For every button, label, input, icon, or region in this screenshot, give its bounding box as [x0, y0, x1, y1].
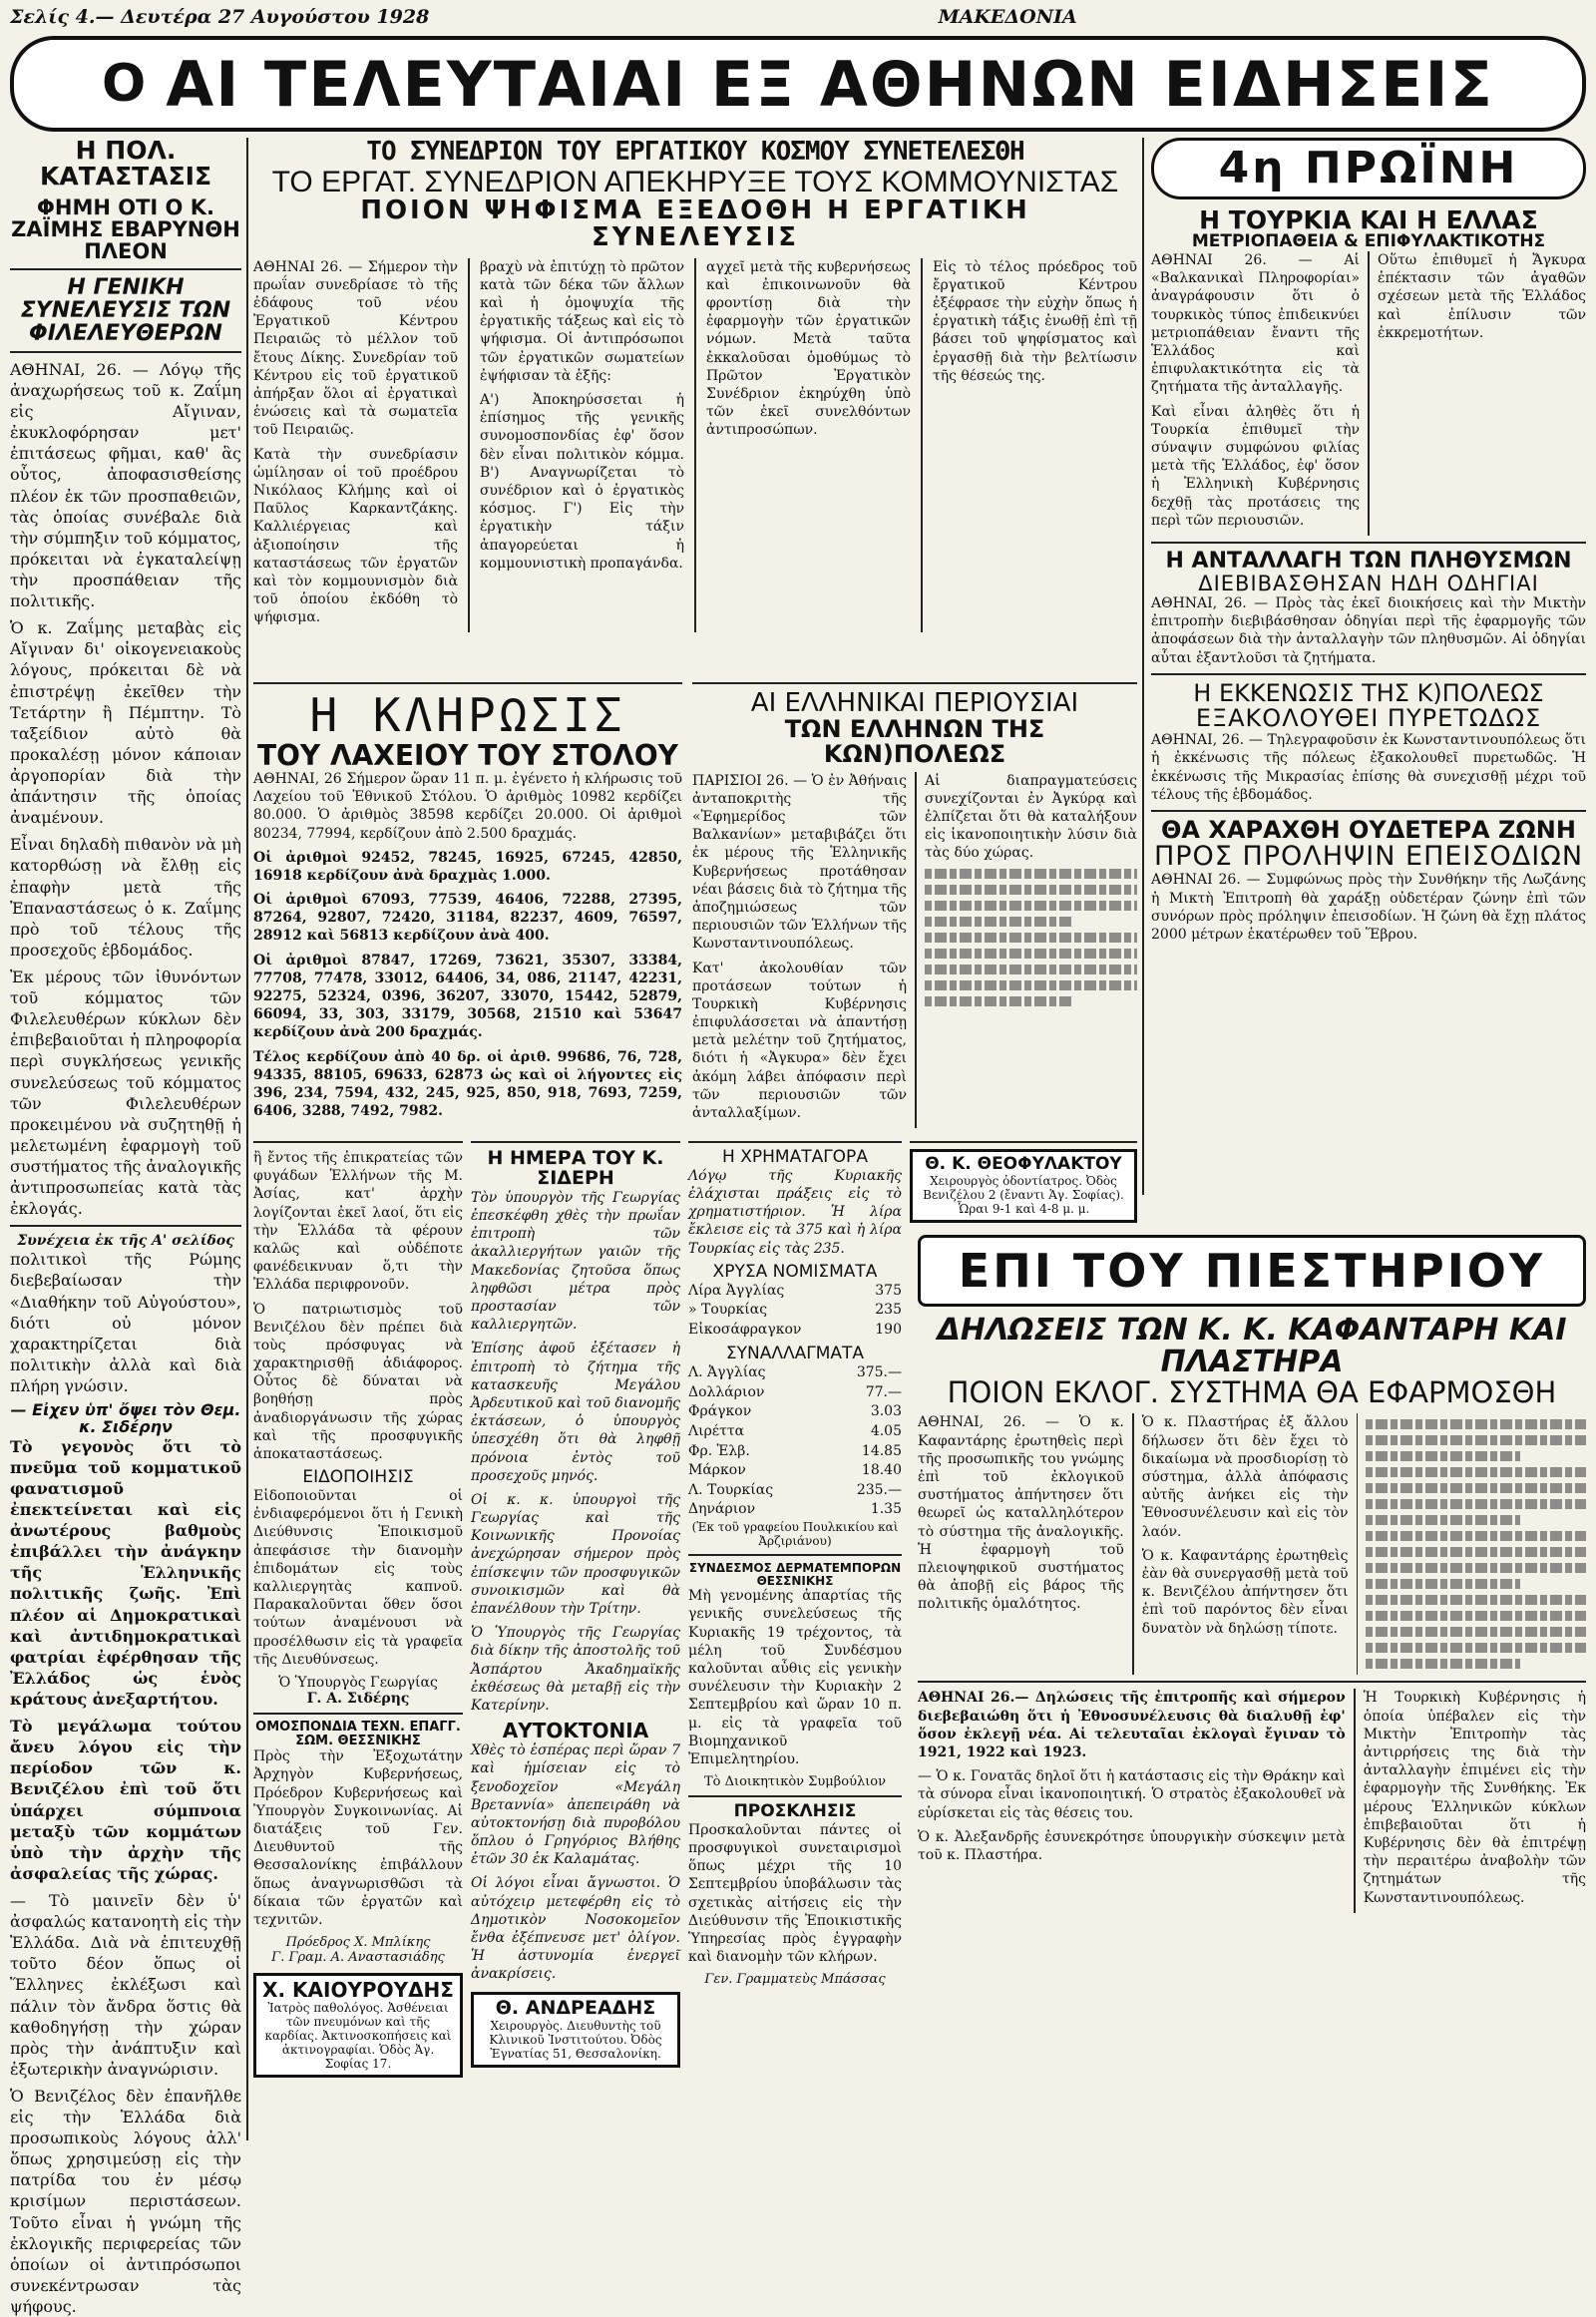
column-morning	[1151, 138, 1586, 1195]
column-continued	[253, 1135, 463, 2140]
court-paragraph: Ὁ κ. Πλαστήρας ἐξ ἄλλου δήλωσεν ὅτι δὲν ἔχει τὸ δικαίωμα νὰ προσδιορίσῃ τὸ σύστημα, ἀλλὰ ἀπόφασις αὐτῆς ἀνήκει εἰς τὴν Ἐθνοσυνέλευσιν καὶ εἰς τὸν λαόν.	[1141, 1414, 1349, 1540]
ad-name: Θ. ΑΝΔΡΕΑΔΗΣ	[495, 1996, 656, 2019]
politics-assembly-headline: Η ΓΕΝΙΚΗ ΣΥΝΕΛΕΥΣΙΣ ΤΩΝ ΦΙΛΕΛΕΥΘΕΡΩΝ	[20, 274, 231, 346]
federation-signature: Πρόεδρος Χ. Μπλίκης	[285, 1935, 431, 1951]
court-headline: ΕΠΙ ΤΟΥ ΠΙΕΣΤΗΡΙΟΥ	[958, 1243, 1546, 1298]
invitation-headline: ΠΡΟΣΚΛΗΣΙΣ	[733, 1801, 857, 1822]
sideris-headline: Η ΗΜΕΡΑ ΤΟΥ Κ. ΣΙΔΕΡΗ	[487, 1147, 664, 1189]
columns	[10, 136, 1586, 2317]
main-banner	[10, 36, 1586, 132]
continued-paragraph: Ὁ πατριωτισμὸς τοῦ Βενιζέλου δὲν πρέπει διὰ τοὺς πρόσφυγας νὰ χαρακτηρισθῇ ἀδιάφορος. Οὗτος δὲ δύναται νὰ βοηθήσῃ πρὸς ἀναδιοργάνωσιν τῆς χώρας καὶ τῆς προσφυγικῆς ἀποκαταστάσεως.	[253, 1301, 463, 1462]
labour-paragraph: Α') Ἀποκηρύσσεται ἡ ἐπίσημος τῆς γενικῆς συνομοσπονδίας ἐφ' ὅσον δὲν εἶναι πολιτικὸν κόμμα. Β') Αναγνωρίζεται τὸ συνέδριον καὶ ὁ ἐργατικὸς κόσμος. Γ') Εἰς τὴν ἐργατικὴν τάξιν ἀπαγορεύεται ἡ κομμουνιστικὴ προπαγάνδα.	[479, 392, 685, 572]
labour-resolution-headline: ΠΟΙΟΝ ΨΗΦΙΣΜΑ ΕΞΕΔΟΘΗ Η ΕΡΓΑΤΙΚΗ ΣΥΝΕΛΕΥΣΙΣ	[360, 195, 1030, 253]
labour-paragraph: ΑΘΗΝΑΙ 26. — Σήμερον τὴν πρωΐαν συνεδρίασε τὸ τῆς ἐδάφους τοῦ νέου Ἐργατικοῦ Κέντρου Πειραιῶς τὸ μέλλον τοῦ ἔτους Δίκης. Συνεδρίαν τοῦ Κέντρου εἰς τοῦ ἐργατικοῦ ἀπήρξαν ὅλοι αἱ ἐργατικαὶ ἑνώσεις καὶ τὰ σωματεῖα τοῦ Πειραιῶς.	[253, 258, 459, 439]
invitation-signature: Γεν. Γραμματεὺς Μπάσσας	[704, 1972, 886, 1988]
properties-headline: ΑΙ ΕΛΛΗΝΙΚΑΙ ΠΕΡΙΟΥΣΙΑΙ	[750, 688, 1079, 718]
turkey-headline: Η ΤΟΥΡΚΙΑ ΚΑΙ Η ΕΛΛΑΣ	[1199, 205, 1538, 234]
federation-headline: ΟΜΟΣΠΟΝΔΙΑ ΤΕΧΝ. ΕΠΑΓΓ. ΣΩΜ. ΘΕΣΣΝΙΚΗΣ	[255, 1719, 461, 1748]
zone-subheadline: ΠΡΟΣ ΠΡΟΛΗΨΙΝ ΕΠΕΙΣΟΔΙΩΝ	[1153, 841, 1584, 873]
date-line	[10, 6, 1586, 32]
invitation-paragraph: Προσκαλοῦνται πάντες οἱ προσφυγικοὶ συνεταιρισμοὶ ὅπως μέχρι τῆς 10 Σεπτεμβρίου ὑποβάλωσιν τὰς σχετικὰς αἰτήσεις εἰς τὴν Διεύθυνσιν τῆς Ἐποικιστικῆς Ὑπηρεσίας πρὸς ἐγγραφὴν καὶ διανομὴν τῶν κλήρων.	[688, 1821, 902, 1966]
gold-row: Λίρα Ἀγγλίας 375	[688, 1282, 902, 1299]
athens-paragraph: — Ὁ κ. Γονατᾶς δηλοῖ ὅτι ἡ κατάστασις εἰς τὴν Θράκην καὶ τὰ σύνορα εἶναι ἱκανοποιητική. Ὁ στρατὸς ἐξακολουθεῖ νὰ εὑρίσκεται εἰς τὰς θέσεις του.	[918, 1768, 1346, 1821]
politics-paragraph: Ὁ κ. Ζαΐμης μεταβὰς εἰς Αἴγιναν δι' οἰκογενειακοὺς λόγους, πρόκειται δὲ νὰ ἐπιστρέψῃ ἐκεῖθεν τὴν Τετάρτην ἢ Πέμπτην. Τὸ ταξείδιον αὐτὸ θὰ προκαλέσῃ μόνον κάποιαν ἀργοπορίαν διὰ τὴν ἀπάντησιν τῆς ὁποίας ἀναμένουν.	[10, 618, 241, 828]
turkey-paragraph: ΑΘΗΝΑΙ 26. — Αἱ «Βαλκανικαὶ Πληροφορίαι» ἀναγράφουσιν ὅτι ὁ τουρκικὸς τύπος ἐπιδεικνύει μετριοπάθειαν ἔναντι τῆς Ἑλλάδος καὶ ἐπιφυλακτικότητα εἰς τὰ ζητήματα τῆς ἀνταλλαγῆς.	[1151, 252, 1361, 396]
ad-text: Ἰατρὸς παθολόγος. Ἀσθένειαι τῶν πνευμόνων καὶ τῆς καρδίας. Ἀκτινοσκοπήσεις καὶ ἀκτινογραφίαι. Ὁδὸς Ἀγ. Σοφίας 17.	[264, 2001, 452, 2072]
gold-row: Εἰκοσάφραγκον 190	[688, 1321, 902, 1338]
politics-paragraph: Τὸ γεγονὸς ὅτι τὸ πνεῦμα τοῦ κομματικοῦ φανατισμοῦ ἐπεκτείνεται καὶ εἰς ἀνωτέρους βαθμοὺς ἐπιβάλλει τὴν ἀνάγκην τῆς Ἑλληνικῆς πολιτικῆς ζωῆς. Ἐπὶ πλέον αἱ Δημοκρατικαὶ καὶ ἀντιδημοκρατικαὶ φατρίαι ἐφέρθησαν τῆς Ἐλλάδος ὡς ἑνὸς κράτους ἀνεξαρτήτου.	[10, 1436, 241, 1709]
banner-prefix: Ο	[102, 54, 149, 114]
notices-signature: Γ. Α. Σιδέρης	[306, 1690, 410, 1707]
ad-text: Χειρουργὸς. Διευθυντὴς τοῦ Κλινικοῦ Ἰνστιτούτου. Ὀδὸς Ἐγνατίας 51, Θεσσαλονίκη.	[489, 2018, 662, 2061]
lottery-paragraph: Οἱ ἀριθμοὶ 67093, 77539, 46406, 72288, 27395, 87264, 92807, 72420, 31184, 82237, 4609, 76597, 28912 καὶ 56813 κερδίζουν ἀνὰ 400.	[253, 892, 682, 945]
federation-signature: Γ. Γραμ. Α. Αναστασιάδης	[271, 1950, 445, 1966]
sideris-paragraph: Ἐπίσης ἀφοῦ ἐξέτασεν ἡ ἐπιτροπὴ τὸ ζήτημα τῆς κατασκευῆς Μεγάλου Ἀρδευτικοῦ καὶ τοῦ διανομῆς ἐκτάσεων, ὁ ὑπουργὸς ὑπεσχέθη ὅτι θὰ ληφθῇ πρόνοια ἐντὸς τοῦ προσεχοῦς μηνός.	[471, 1341, 680, 1484]
gold-headline: ΧΡΥΣΑ ΝΟΜΙΣΜΑΤΑ	[712, 1261, 878, 1282]
gold-table	[688, 1282, 902, 1341]
finance-headline: Η ΧΡΗΜΑΤΑΓΟΡΑ	[722, 1147, 868, 1167]
lottery-article	[253, 676, 682, 1125]
politics-paragraph: Ὁ Βενιζέλος δὲν ἐπανῆλθε εἰς τὴν Ἑλλάδα διὰ προσωπικοὺς λόγους ἀλλ' ὅπως χρησιμεύσῃ εἰς τὴν πατρίδα του ἐν μέσῳ κρισίμων περιστάσεων. Τοῦτο εἶναι ἡ γνώμη τῆς ἐκλογικῆς περιφερείας τῶν ὁποίων οἱ ἀντιπρόσωποι συνεκέντρωσαν τὰς ψήφους.	[10, 2086, 241, 2317]
exchange-headline: Η ΑΝΤΑΛΛΑΓΗ ΤΩΝ ΠΛΗΘΥΣΜΩΝ	[1165, 548, 1572, 574]
fx-row: Δηνάριον 1.35	[688, 1501, 902, 1518]
exchange-subheadline: ΔΙΕΒΙΒΑΣΘΗΣΑΝ ΗΔΗ ΟΔΗΓΙΑΙ	[1198, 572, 1539, 595]
labour-paragraph: Εἰς τὸ τέλος πρόεδρος τοῦ ἔργατικοῦ Κέντρου ἐξέφρασε τὴν εὐχὴν ὅπως ἡ ἐργατικὴ τάξις ἐνωθῇ ἐπὶ τῇ βάσει τοῦ ψηφίσματος καὶ ἐργασθῇ διὰ τὴν βελτίωσιν τῆς θέσεώς της.	[932, 258, 1137, 384]
politics-paragraph: Τὸ μεγάλωμα τούτου ἄνευ λόγου εἰς τὴν περίοδον τῶν κ. Βενιζέλου ἐπὶ τοῦ ὅτι ὑπάρχει σύμπνοια μεταξὺ τῶν κομμάτων ὑπὸ τὴν ἀρχὴν τῆς ἀσφαλείας τῆς χώρας.	[10, 1717, 241, 1883]
zone-paragraph: ΑΘΗΝΑΙ 26. — Συμφώνως πρὸς τὴν Συνθήκην τῆς Λωζάνης ἡ Μικτὴ Ἐπιτροπὴ θὰ χαράξῃ οὐδετέραν ζώνην ἐπὶ τῶν συνόρων πρὸς πρόληψιν ἐπεισοδίων. Ἡ ζώνη θὰ ἔχῃ πλάτος 2000 μέτρων ἑκατέρωθεν τοῦ Ἕβρου.	[1151, 872, 1586, 944]
morning-box-title: 4η ΠΡΩΪΝΗ	[1218, 142, 1519, 193]
sideris-paragraph: Οἱ κ. κ. ὑπουργοὶ τῆς Γεωργίας καὶ τῆς Κοινωνικῆς Προνοίας ἀνεχώρησαν σήμερον πρὸς ἐπίσκεψιν τῶν προσφυγικῶν συνοικισμῶν καὶ θὰ ἐπανέλθουν τὴν Τρίτην.	[471, 1491, 680, 1617]
properties-paragraph: ΠΑΡΙΣΙΟΙ 26. — Ὁ ἐν Ἀθήναις ἀνταποκριτὴς τῆς «Ἐφημερίδος τῶν Βαλκανίων» μεταβιβάζει ὅτι ἐκ μέρους τῆς Ἑλληνικῆς Κυβερνήσεως προτάθησαν νέαι βάσεις διὰ τὸ ζήτημα τῆς ἀποζημιώσεως τῶν περιουσιῶν τῶν Ἑλλήνων τῆς Κωνσταντινουπόλεως.	[692, 772, 907, 953]
column-sideris	[471, 1135, 680, 2140]
ad-name: Χ. ΚΑΙΟΥΡΟΥΔΗΣ	[262, 1978, 454, 2003]
court-paragraph: Ὁ κ. Καφαντάρης ἐρωτηθεὶς ἐὰν θὰ συνεργασθῇ μετὰ τοῦ κ. Βενιζέλου ἀπήντησεν ὅτι ἐπὶ τοῦ παρόντος δὲν εἶναι δυνατὸν νὰ δηλώσῃ τίποτε.	[1141, 1547, 1349, 1637]
evacuation-headline: Η ΕΚΚΕΝΩΣΙΣ ΤΗΣ Κ)ΠΟΛΕΩΣ	[1193, 678, 1544, 707]
paper-name: ΜΑΚΕΔΟΝΙΑ	[938, 6, 1077, 28]
fx-row: Μάρκον 18.40	[688, 1462, 902, 1479]
leather-paragraph: Μὴ γενομένης ἀπαρτίας τῆς γενικῆς συνελεύσεως τῆς Κυριακῆς 19 τρέχοντος, τὰ μέλη τοῦ Συνδέσμου καλοῦνται αὖθις εἰς γενικὴν συνέλευσιν τὴν Κυριακὴν 2 Σεπτεμβρίου καὶ ὥραν 10 π. μ. εἰς τὰ γραφεῖα τοῦ Βιομηχανικοῦ Ἐπιμελητηρίου.	[688, 1588, 902, 1767]
lottery-paragraph: Τέλος κερδίζουν ἀπὸ 40 δρ. οἱ ἀριθ. 99686, 76, 728, 94335, 88105, 69633, 62873 ὡς καὶ οἱ λήγοντες εἰς 396, 234, 7594, 432, 245, 925, 850, 918, 7693, 7259, 6406, 3288, 7492, 7982.	[253, 1048, 682, 1120]
court-system-headline: ΠΟΙΟΝ ΕΚΛΟΓ. ΣΥΣΤΗΜΑ ΘΑ ΕΦΑΡΜΟΣΘΗ	[947, 1375, 1557, 1409]
properties-paragraph: Αἱ διαπραγματεύσεις συνεχίζονται ἐν Ἀγκύρᾳ καὶ ἐλπίζεται ὅτι θὰ καταλήξουν εἰς ἱκανοποιητικὴν λύσιν διὰ τὰς δύο χώρας.	[924, 772, 1137, 862]
evacuation-paragraph: ΑΘΗΝΑΙ, 26. — Τηλεγραφοῦσιν ἐκ Κωνσταντινουπόλεως ὅτι ἡ ἐκκένωσις τῆς πόλεως ἐξακολουθεῖ πυρετωδῶς. Ἡ ἐκκένωσις τῆς Μικρασίας ἐπίσης θὰ συνεχισθῇ μέχρι τοῦ τέλους τῆς ἑβδομάδος.	[1151, 732, 1586, 803]
politics-headline: Η ΠΟΛ. ΚΑΤΑΣΤΑΣΙΣ	[39, 136, 212, 192]
evacuation-subheadline: ΕΞΑΚΟΛΟΥΘΕΙ ΠΥΡΕΤΩΔΩΣ	[1195, 703, 1542, 732]
exchange-paragraph: ΑΘΗΝΑΙ, 26. — Πρὸς τὰς ἐκεῖ διοικήσεις καὶ τὴν Μικτὴν ἐπιτροπὴν διεβιβάσθησαν ὁδηγίαι περὶ τῆς ἐφαρμογῆς τῶν ἀποφάσεων διὰ τὴν ἀνταλλαγὴν τῶν πληθυσμῶν. Αἱ ὁδηγίαι αὗται ἐξαντλοῦσι τὰ ζητήματα.	[1151, 595, 1586, 666]
fx-table	[688, 1363, 902, 1520]
doctor-ad	[253, 1973, 463, 2078]
politics-paragraph: Εἶναι δηλαδὴ πιθανὸν νὰ μὴ κατορθώσῃ νὰ ἔλθῃ εἰς ἐπαφὴν μετὰ τῆς Ἐπαναστάσεως ὁ κ. Ζαΐμης πρὸ τοῦ τέλους τῆς προσεχοῦς ἑβδομάδος.	[10, 835, 241, 960]
zone-headline: ΘΑ ΧΑΡΑΧΘΗ ΟΥΔΕΤΕΡΑ ΖΩΝΗ	[1161, 815, 1576, 844]
notices-paragraph: Εἰδοποιοῦνται οἱ ἐνδιαφερόμενοι ὅτι ἡ Γενικὴ Διεύθυνσις Ἐποικισμοῦ ἀπεφάσισε τὴν διανομὴν ἐπιδομάτων εἰς τοὺς καλλιεργητὰς καπνοῦ. Παρακαλοῦνται ὅθεν ὅσοι τούτων ἀναμένουσι νὰ προσέλθωσιν εἰς τὰ γραφεῖα τῆς Διευθύνσεως.	[253, 1488, 463, 1668]
ad-name: Θ. Κ. ΘΕΟΦΥΛΑΚΤΟΥ	[925, 1154, 1122, 1174]
politics-paragraph: ΑΘΗΝΑΙ, 26. — Λόγῳ τῆς ἀναχωρήσεως τοῦ κ. Ζαΐμη εἰς Αἴγιναν, ἐκυκλοφόρησαν μετ' ἐπιτάσεως φῆμαι, καθ' ἃς οὗτος, ἀποφασισθείσης πλέον ἐκ τῶν προσπαθειῶν, τὰς ὁποίας συνέβαλε διὰ τὴν σύμπηξιν τοῦ κόμματος, πρόκειται νὰ ἐγκαταλείψῃ τὴν προσπάθειαν τῆς πολιτικῆς.	[10, 359, 241, 611]
labour-paragraph: αγχεῖ μετὰ τῆς κυβερνήσεως καὶ ἐπικοινωνοῦν θὰ φροντίσῃ διὰ τὴν ἐφαρμογὴν τῶν ἐργατικῶν νόμων. Μετὰ ταῦτα ἐκκαλοῦσαι ὁμοθύμως τὸ Πρῶτον Ἐργατικὸν Συνέδριον ἐκηρύχθη ὑπὸ τῶν ἐκεῖ συνελθόντων ἀντιπροσώπων.	[705, 258, 911, 439]
fx-row: Λ. Τουρκίας 235.—	[688, 1481, 902, 1498]
fx-row: Δολλάριον 77.—	[688, 1383, 902, 1400]
politics-subhead: — Εἰχεν ὑπ' ὄψει τὸν Θεμ. κ. Σιδέρην	[10, 1400, 241, 1436]
politics-paragraph: — Τὸ μαινεῖν δὲν ὑ' ἀσφαλώς κατανοητὴ εἰς τὴν Ἑλλάδα. Διὰ νὰ ἐπιτευχθῇ τοῦτο δέον ὅπως οἱ Ἕλληνες ἐκλέξωσι καὶ πάλιν τὸν ἄνδρα ὅστις θὰ καθοδηγήσῃ τὴν χώραν πρὸς τὴν ἀνάπτυξιν καὶ ἐξωτερικὴν ἀναγνώρισιν.	[10, 1890, 241, 2079]
sideris-paragraph: Ὁ Ὑπουργὸς τῆς Γεωργίας διὰ δίκην τῆς ἀποστολῆς τοῦ Ἀσπάρτου Ἀκαδημαϊκῆς ἐκθέσεως θὰ μεταβῇ εἰς τὴν Κατερίνην.	[471, 1625, 680, 1714]
lottery-paragraph: ΑΘΗΝΑΙ, 26 Σήμερον ὥραν 11 π. μ. ἐγένετο ἡ κλήρωσις τοῦ Λαχείου τοῦ Ἐθνικοῦ Στόλου. Ὁ ἀριθμὸς 10982 κερδίζει 80.000. Ὁ ἀριθμὸς 38598 κερδίζει 20.000. Οἱ ἀριθμοὶ 80234, 77994, κερδίζουν ἀπὸ 2.500 δραχμάς.	[253, 770, 682, 842]
court-paragraph: ΑΘΗΝΑΙ, 26. — Ὁ κ. Καφαντάρης ἐρωτηθεὶς περὶ τῆς προσωπικῆς του γνώμης ἐπὶ τοῦ ἐκλογικοῦ συστήματος ἀπήντησεν ὅτι θεωρεῖ ὡς καταλληλότερον τὸ σύστημα τῆς ἀναλογικῆς. Ἡ ἐφαρμογὴ τοῦ πλειοψηφικοῦ συστήματος θὰ ἀποβῇ εἰς βάρος τῆς πολιτικῆς ὁμαλότητος.	[918, 1414, 1124, 1613]
federation-paragraph: Πρὸς τὴν Ἐξοχωτάτην Ἀρχηγὸν Κυβερνήσεως, Πρόεδρον Κυβερνήσεως καὶ Ὑπουργὸν Συγκοινωνίας. Αἱ διατάξεις τοῦ Γεν. Διευθυντοῦ τῆς Θεσσαλονίκης ἐπιβάλλουν ὅπως ἀναγνωρισθῶσι τὰ δίκαια τῶν ἐργατῶν καὶ τεχνιτῶν.	[253, 1748, 463, 1928]
properties-article	[692, 676, 1137, 1125]
politics-subheadline: ΦΗΜΗ ΟΤΙ Ο Κ. ΖΑΪΜΗΣ ΕΒΑΡΥΝΘΗ ΠΛΕΟΝ	[11, 194, 240, 263]
athens-paragraph: Ὁ κ. Ἀλεξανδρῆς ἐσυνεκρότησε ὑπουργικὴν σύσκεψιν μετὰ τοῦ κ. Πλαστήρα.	[918, 1828, 1346, 1863]
labour-paragraph: βραχὺ νὰ ἐπιτύχῃ τὸ πρῶτον κατὰ τῶν δέκα τῶν ἄλλων καὶ ἡ ὁμοψυχία τῆς ἐργατικῆς τάξεως καὶ εἰς τὸ ψήφισμα. Οἱ ἀντιπρόσωποι τῶν ἐργατικῶν σωματείων ἐψήφισαν τὰ ἑξῆς:	[479, 258, 685, 384]
court-banner	[918, 1235, 1586, 1307]
politics-paragraph: Ἐκ μέρους τῶν ἰθυνόντων τοῦ κόμματος τῶν Φιλελευθέρων κύκλων δὲν ἐπιβεβαιοῦται ἡ πληροφορία περὶ συγκλήσεως γενικῆς συνελεύσεως τοῦ κόμματος τῶν Φιλελευθέρων προκειμένου νὰ συζητηθῇ ἡ μελετωμένη ἐφαρμογὴ τοῦ συστήματος τῆς ἀναλογικῆς ἀντιπροσωπείας κατὰ τὰς ἐκλογάς.	[10, 966, 241, 1219]
properties-paragraph: Κατ' ἀκολουθίαν τῶν προτάσεων τούτων ἡ Τουρκικὴ Κυβέρνησις ἐπιφυλάσσεται νὰ ἀπαντήσῃ μετὰ μελέτην τοῦ ζητήματος, διότι ἡ «Ἀγκυρα» δὲν ἔχει ἀκόμη λάβει ἀπόφασιν περὶ τῶν περιουσιῶν τῶν ἀνταλλαξίμων.	[692, 960, 907, 1122]
morning-box	[1151, 138, 1586, 199]
labour-headline: ΤΟ ΣΥΝΕΔΡΙΟΝ ΤΟΥ ΕΡΓΑΤΙΚΟΥ ΚΟΣΜΟΥ ΣΥΝΕΤΕΛΕΣΘΗ	[366, 137, 1024, 167]
turkish-government-paragraph: Ἡ Τουρκικὴ Κυβέρνησις ἡ ὁποία ὑπέβαλεν εἰς τὴν Μικτὴν Ἐπιτροπὴν τὰς ἀντιρρήσεις της διὰ τὴν ἀνταλλαγὴν ἐπιμένει εἰς τὴν ἐφαρμογὴν τῆς Συνθήκης. Ἐκ μέρους Ἑλληνικῶν κύκλων ἐπιβεβαιοῦται ὅτι ἡ Κυβέρνησις δὲν θὰ ἐπιτρέψῃ τὴν περαιτέρω ἀναβολὴν τῶν ζητημάτων τῆς Κωνσταντινουπόλεως.	[1363, 1690, 1586, 1906]
gold-row: » Τουρκίας 235	[688, 1302, 902, 1319]
turkey-paragraph: Καὶ εἶναι ἀληθὲς ὅτι ἡ Τουρκία ἐπιθυμεῖ τὴν σύναψιν συμφώνου φιλίας μετὰ τῆς Ἑλλάδος, ἐφ' ὅσον ἡ Ἑλληνικὴ Κυβέρνησις δεχθῇ τὰς προτάσεις της περὶ τῶν περιουσιῶν.	[1151, 403, 1361, 529]
turkey-paragraph: Οὕτω ἐπιθυμεῖ ἡ Ἄγκυρα ἐπέκτασιν τῶν ἀγαθῶν σχέσεων μετὰ τῆς Ἑλλάδος καὶ ἐπίλυσιν τῶν ἐκκρεμοτήτων.	[1377, 252, 1586, 341]
notices-headline: ΕΙΔΟΠΟΙΗΣΙΣ	[302, 1467, 414, 1488]
lottery-paragraph: Οἱ ἀριθμοὶ 87847, 17269, 73621, 35307, 33384, 77708, 77478, 33012, 64406, 34, 086, 21147, 42231, 92275, 52324, 0396, 36207, 33070, 15442, 52879, 66094, 33, 303, 33179, 30568, 21510 καὶ 53647 κερδίζουν ἀνὰ 200 δραχμάς.	[253, 952, 682, 1041]
continued-paragraph: ἢ ἔντος τῆς ἐπικρατείας τῶν φυγάδων Ἑλλήνων τῆς Μ. Ἀσίας, κατ' ἀρχὴν λογίζονται ἐκεῖ λαοί, ὅτι εἰς τὴν Ἑλλάδα τὰ φέρουν καλῶς καὶ οὐδέποτε φανέδεικνυαν ὅ,τι τὴν Ἑλλάδα περιφρονοῦν.	[253, 1150, 463, 1294]
fx-row: Φράγκον 3.03	[688, 1403, 902, 1420]
court-subheadline: ΔΗΛΩΣΕΙΣ ΤΩΝ Κ. Κ. ΚΑΦΑΝΤΑΡΗ ΚΑΙ ΠΛΑΣΤΗΡΑ	[937, 1313, 1567, 1379]
finance-paragraph: Λόγῳ τῆς Κυριακῆς ἐλάχισται πράξεις εἰς τὸ χρηματιστήριον. Ἡ λίρα ἔκλεισε εἰς τὰ 375 καὶ ἡ λίρα Τουρκίας εἰς τὰς 235.	[688, 1167, 902, 1257]
leather-signature: Τὸ Διοικητικὸν Συμβούλιον	[703, 1774, 887, 1790]
court-article	[918, 1235, 1586, 2140]
lottery-paragraph: Οἱ ἀριθμοὶ 92452, 78245, 16925, 67245, 42850, 16918 κερδίζουν ἀνὰ δραχμὰς 1.000.	[253, 849, 682, 884]
ad-text: Χειρουργὸς ὀδοντίατρος. Ὀδὸς Βενιζέλου 2 (ἔναντι Ἁγ. Σοφίας). Ὧραι 9-1 καὶ 4-8 μ. μ.	[923, 1173, 1124, 1216]
fx-row: Λιρέττα 4.05	[688, 1423, 902, 1440]
suicide-paragraph: Χθὲς τὸ ἑσπέρας περὶ ὥραν 7 καὶ ἡμίσειαν εἰς τὸ ξενοδοχεῖον «Μεγάλη Βρεταννία» ἀπεπειράθη νὰ αὐτοκτονήσῃ διὰ πυροβόλου ὅπλου ὁ Γρηγόριος Βλήθης ἐτῶν 30 ἐκ Καλαμάτας.	[471, 1742, 680, 1868]
labour-article	[253, 138, 1137, 664]
continued-note: Συνέχεια ἐκ τῆς Α' σελίδος	[17, 1233, 234, 1250]
suicide-paragraph: Οἱ λόγοι εἶναι ἄγνωστοι. Ὁ αὐτόχειρ μετεφέρθη εἰς τὸ Δημοτικὸν Νοσοκομεῖον ἔνθα ἐξέπνευσε μετ' ὀλίγον. Ἡ ἀστυνομία ἐνεργεῖ ἀνακρίσεις.	[471, 1875, 680, 1983]
properties-subheadline: ΤΩΝ ΕΛΛΗΝΩΝ ΤΗΣ ΚΩΝ)ΠΟΛΕΩΣ	[784, 715, 1045, 769]
fx-note: (Ἐκ τοῦ γραφείου Πουλκικίου καὶ Ἀρζιριάνου)	[691, 1520, 899, 1548]
sideris-paragraph: Τὸν ὑπουργὸν τῆς Γεωργίας ἐπεσκέφθη χθὲς τὴν πρωΐαν ἐπιτροπὴ τῶν ἀκαλλιεργήτων γαιῶν τῆς Μακεδονίας ζητοῦσα ὅπως ληφθῶσι μέτρα πρὸς προστασίαν τῶν καλλιεργητῶν.	[471, 1189, 680, 1334]
column-politics	[10, 136, 241, 2317]
notices-signature: Ὁ Ὑπουργὸς Γεωργίας	[278, 1674, 438, 1691]
fx-row: Φρ. Ἑλβ. 14.85	[688, 1442, 902, 1459]
banner-title: ΑΙ ΤΕΛΕΥΤΑΙΑΙ ΕΞ ΑΘΗΝΩΝ ΕΙΔΗΣΕΙΣ	[166, 47, 1494, 121]
politics-paragraph: πολιτικοὶ τῆς Ρώμης διεβεβαίωσαν τὴν «Διαθήκην τοῦ Αὐγούστου», διότι οὐ μόνον χαρακτηρίζεται διὰ πολιτικὴν ἀλλὰ καὶ διὰ πλήρη γνώσιν.	[10, 1250, 241, 1395]
turkey-subheadline: ΜΕΤΡΙΟΠΑΘΕΙΑ & ΕΠΙΦΥΛΑΚΤΙΚΟΤΗΣ	[1191, 231, 1546, 252]
lottery-headline: Η ΚΛΗΡΩΣΙΣ	[309, 688, 626, 742]
fx-row: Λ. Ἀγγλίας 375.—	[688, 1364, 902, 1381]
labour-subheadline: ΤΟ ΕΡΓΑΤ. ΣΥΝΕΔΡΙΟΝ ΑΠΕΚΗΡΥΞΕ ΤΟΥΣ ΚΟΜΜΟΥΝΙΣΤΑΣ	[271, 165, 1119, 198]
dentist-ad	[910, 1149, 1137, 1223]
labour-paragraph: Κατὰ τὴν συνεδρίασιν ὡμίλησαν οἱ τοῦ προέδρου Νικόλαος Κλήμης καὶ οἱ Παῦλος Καρκαντζάκης. Καλλιέργειας καὶ ἀξιοποίησιν τῆς καταστάσεως τῶν ἐργατῶν καὶ τὸν κομμουνισμὸν διὰ τοῦ ὁποίου ἐκδόθη τὸ ψήφισμα.	[253, 446, 459, 626]
lottery-subheadline: ΤΟΥ ΛΑΧΕΙΟΥ ΤΟΥ ΣΤΟΛΟΥ	[257, 738, 678, 772]
fx-headline: ΣΥΝΑΛΛΑΓΜΑΤΑ	[725, 1344, 865, 1364]
column-finance	[688, 1135, 902, 2140]
leather-headline: ΣΥΝΔΕΣΜΟΣ ΔΕΡΜΑΤΕΜΠΟΡΩΝ ΘΕΣΣΝΙΚΗΣ	[688, 1561, 902, 1588]
newspaper-page	[10, 6, 1586, 2317]
suicide-headline: ΑΥΤΟΚΤΟΝΙΑ	[502, 1719, 649, 1743]
surgeon-ad	[471, 1992, 680, 2068]
date-text: Σελίς 4.— Δευτέρα 27 Αυγούστου 1928	[10, 6, 430, 28]
athens-paragraph: ΑΘΗΝΑΙ 26.— Δηλώσεις τῆς ἐπιτροπῆς καὶ σήμερον διεβεβαιώθη ὅτι ἡ Ἐθνοσυνέλευσις θὰ διαλυθῇ ἐφ' ὅσον ἐκλεγῇ νέα. Αἱ τελευταῖαι ἐκλογαὶ ἔγιναν τὸ 1921, 1922 καὶ 1923.	[918, 1690, 1346, 1760]
